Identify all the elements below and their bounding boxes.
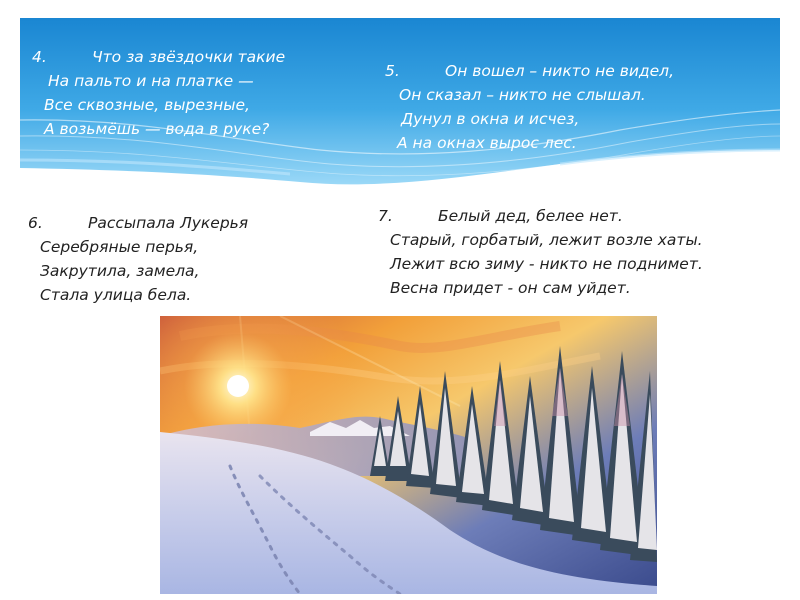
riddle-line: Весна придет - он сам уйдет. bbox=[390, 279, 631, 297]
riddle-line: А возьмёшь — вода в руке? bbox=[44, 120, 270, 138]
riddle-number: 5. bbox=[385, 62, 400, 80]
riddle-line: А на окнах вырос лес. bbox=[397, 134, 577, 152]
winter-forest-photo bbox=[160, 316, 657, 594]
riddle-line: Что за звёздочки такие bbox=[92, 48, 286, 66]
riddle-5 bbox=[385, 59, 674, 155]
riddle-line: Серебряные перья, bbox=[40, 238, 199, 256]
riddle-line: Закрутила, замела, bbox=[40, 262, 200, 280]
riddle-line: Лежит всю зиму - никто не поднимет. bbox=[390, 255, 703, 273]
riddle-line: Он сказал – никто не слышал. bbox=[399, 86, 646, 104]
riddle-line: На пальто и на платке — bbox=[48, 72, 254, 90]
riddle-4 bbox=[32, 45, 285, 141]
riddle-line: Стала улица бела. bbox=[40, 286, 192, 304]
riddle-number: 6. bbox=[28, 214, 43, 232]
riddle-line: Дунул в окна и исчез, bbox=[401, 110, 580, 128]
riddle-line: Старый, горбатый, лежит возле хаты. bbox=[390, 231, 703, 249]
riddle-6 bbox=[28, 211, 248, 307]
riddle-number: 7. bbox=[378, 207, 393, 225]
riddle-line: Все сквозные, вырезные, bbox=[44, 96, 250, 114]
riddle-line: Он вошел – никто не видел, bbox=[445, 62, 675, 80]
riddle-line: Рассыпала Лукерья bbox=[88, 214, 249, 232]
riddle-line: Белый дед, белее нет. bbox=[438, 207, 623, 225]
riddle-number: 4. bbox=[32, 48, 47, 66]
riddle-7 bbox=[378, 204, 703, 300]
